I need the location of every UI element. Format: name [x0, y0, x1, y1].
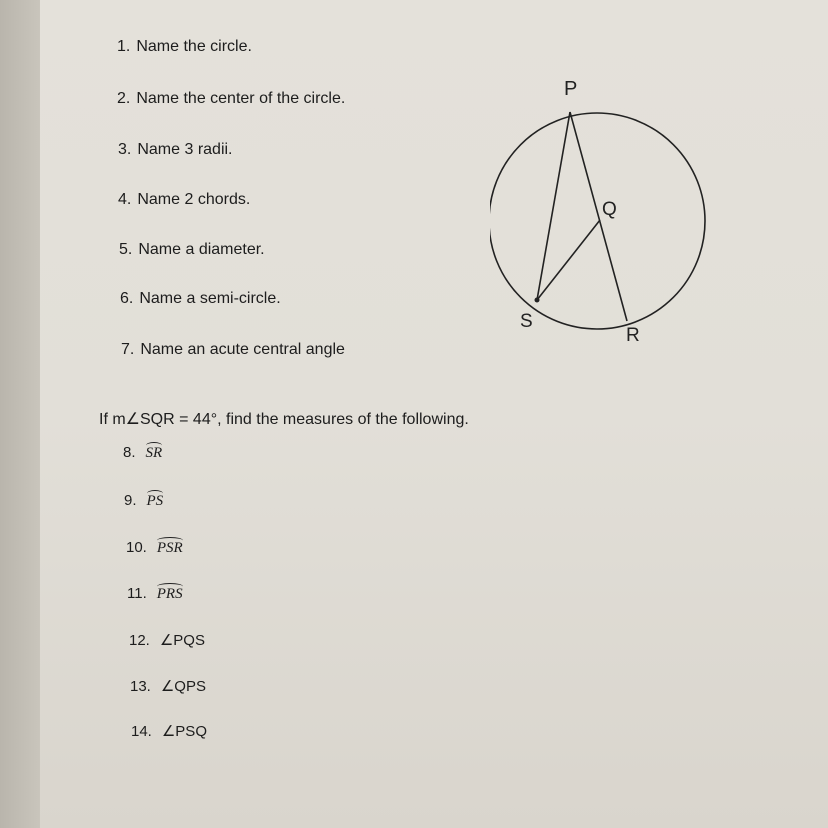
measure-9 [124, 492, 163, 510]
question-text: Name a semi-circle. [139, 290, 281, 307]
question-number: 1. [117, 38, 131, 55]
label-p: P [564, 78, 578, 100]
measure-13 [130, 677, 206, 695]
question-text: Name an acute central angle [140, 341, 345, 358]
question-number: 6. [120, 290, 134, 307]
measure-11 [127, 585, 183, 603]
question-number: 3. [118, 141, 132, 158]
question-text: Name 3 radii. [137, 141, 233, 158]
chord-ps [537, 112, 570, 300]
question-2 [117, 90, 345, 108]
angle-label: ∠QPS [160, 678, 206, 695]
question-text: Name a diameter. [138, 241, 265, 258]
question-number: 2. [117, 90, 131, 107]
point-s [535, 298, 540, 303]
measure-number: 8. [123, 444, 136, 461]
measure-number: 14. [131, 723, 152, 740]
question-4 [118, 191, 250, 209]
measure-number: 13. [130, 678, 151, 695]
question-text: Name 2 chords. [137, 191, 251, 208]
segment-sq [537, 220, 600, 300]
question-number: 5. [119, 241, 133, 258]
measure-number: 10. [126, 539, 147, 556]
arc-label: PRS [156, 586, 183, 602]
question-3 [118, 141, 233, 159]
measure-number: 11. [127, 585, 147, 602]
measure-number: 9. [124, 492, 137, 509]
arc-label: PSR [156, 540, 183, 556]
question-number: 4. [118, 191, 132, 208]
question-7 [121, 341, 345, 359]
measure-12 [129, 631, 205, 649]
circle-diagram [490, 70, 720, 350]
question-1 [117, 38, 252, 56]
angle-label: ∠PSQ [161, 723, 207, 740]
question-number: 7. [121, 341, 135, 358]
measure-8 [123, 444, 162, 462]
label-q: Q [602, 199, 617, 220]
circle-outline [490, 113, 705, 329]
angle-label: ∠PQS [159, 632, 205, 649]
arc-label: PS [146, 493, 164, 509]
arc-label: SR [145, 445, 163, 461]
label-r: R [626, 325, 640, 346]
question-text: Name the center of the circle. [136, 90, 346, 107]
instruction-text: If m∠SQR = 44°, find the measures of the following. [99, 411, 469, 428]
chord-pr [570, 112, 627, 321]
question-text: Name the circle. [136, 38, 252, 55]
measure-number: 12. [129, 632, 150, 649]
measure-14 [131, 722, 207, 740]
question-6 [120, 290, 281, 308]
measure-10 [126, 539, 183, 557]
question-5 [119, 241, 265, 259]
label-s: S [520, 311, 533, 332]
